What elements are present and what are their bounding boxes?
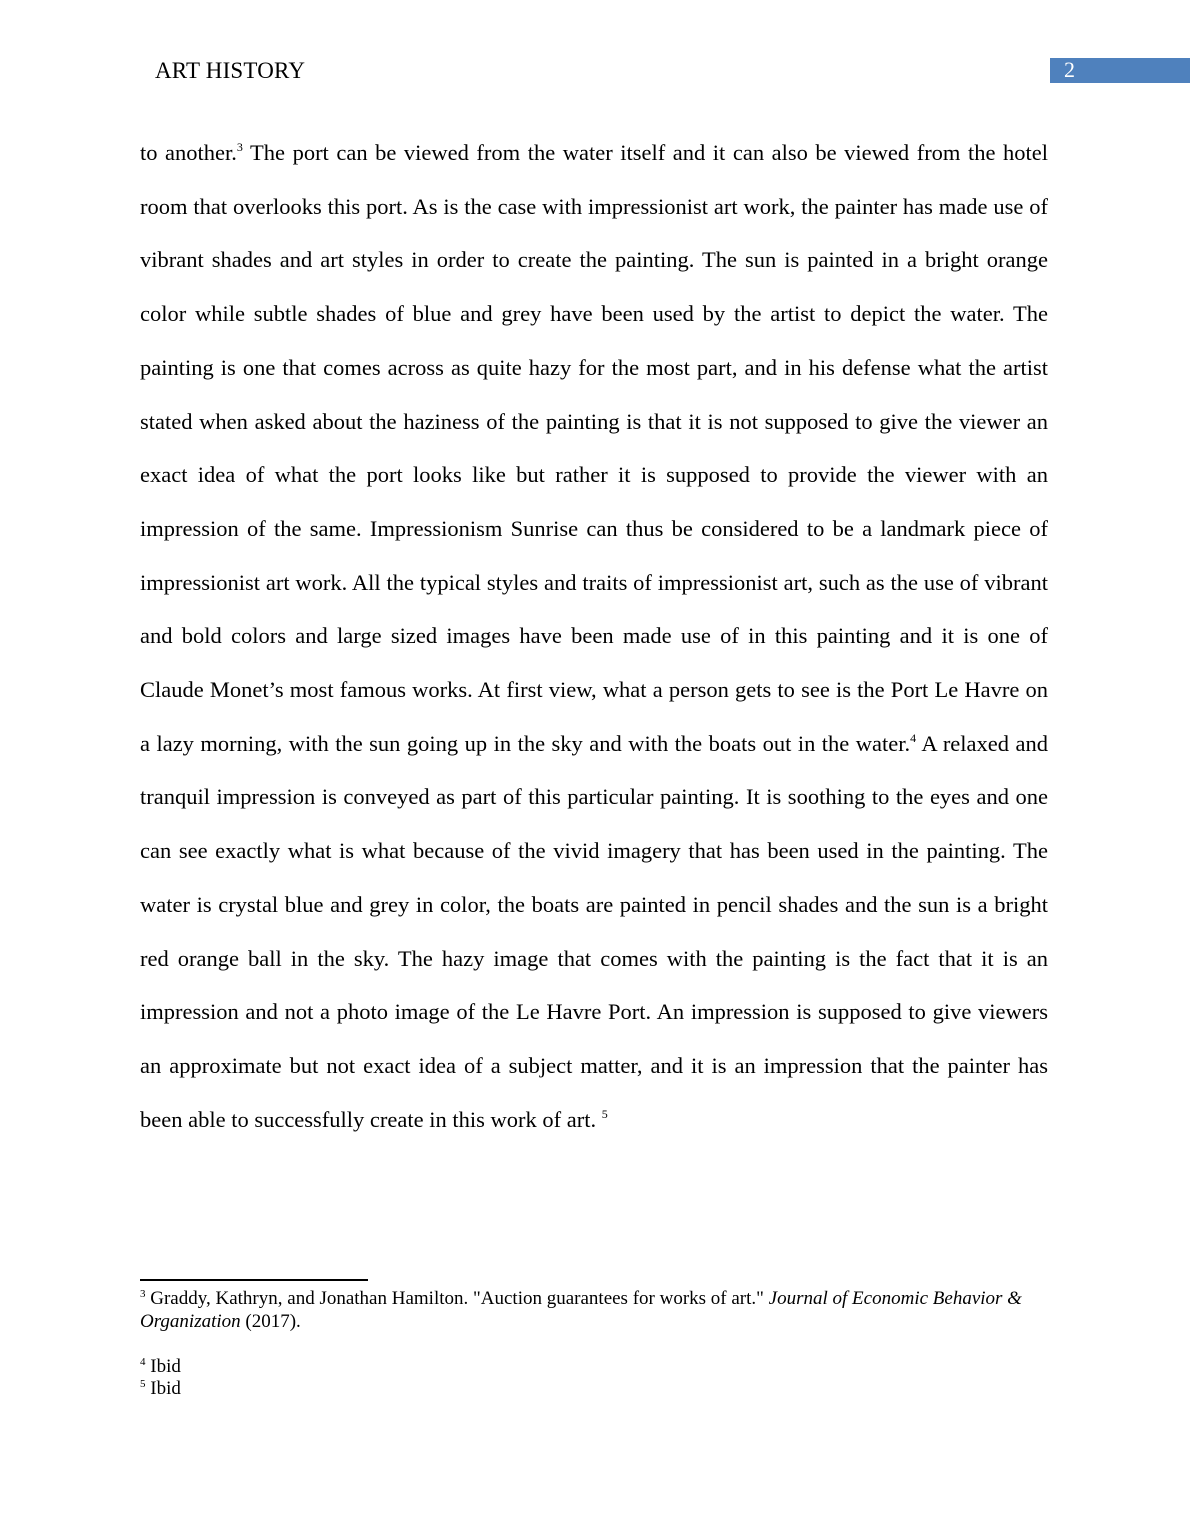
footnote-reference[interactable]: 4 — [910, 730, 917, 745]
footnote — [140, 1377, 1052, 1400]
footnote-reference[interactable]: 3 — [236, 140, 243, 154]
footnote-text: Graddy, Kathryn, and Jonathan Hamilton. "Auction guarantees for works of art." — [145, 1288, 769, 1309]
footnote-text: Ibid — [145, 1378, 181, 1399]
footnote-number: 5 — [140, 1378, 146, 1390]
footnote-separator — [140, 1279, 368, 1281]
footnote — [140, 1287, 1052, 1333]
body-text-segment: to another. — [140, 140, 237, 165]
body-text-segment: The port can be viewed from the water itself and it can also be viewed from the hotel room that overlooks this port. As is the case with impressionist art work, the painter has made use of vibrant shades and art styles in order to create the painting. The sun is painted in a bright orange color while subtle shades of blue and grey have been used by the artist to depict the water. The painting is one that comes across as quite hazy for the most part, and in his defense what the artist stated when asked about the haziness of the painting is that it is not supposed to give the viewer an exact idea of what the port looks like but rather it is supposed to provide the viewer with an impression of the same. Impressionism Sunrise can thus be considered to be a landmark piece of impressionist art work. All the typical styles and traits of impressionist art, such as the use of vibrant and bold colors and large sized images have been made use of in this painting and it is one of Claude Monet’s most famous works. At first view, what a person gets to see is the Port Le Havre on a lazy morning, with the sun going up in the sky and with the boats out in the water. — [140, 140, 1048, 756]
body-paragraph — [140, 126, 1048, 1146]
footnote-year: (2017). — [240, 1311, 301, 1332]
footnote — [140, 1355, 1052, 1378]
footnote-text: Ibid — [145, 1356, 181, 1377]
body-text-segment: A relaxed and tranquil impression is conveyed as part of this particular painting. It is soothing to the eyes and one can see exactly what is what because of the vivid imagery that has been used in the painting. The water is crystal blue and grey in color, the boats are painted in pencil shades and the sun is a bright red orange ball in the sky. The hazy image that comes with the painting is the fact that it is an impression and not a photo image of the Le Havre Port. An impression is supposed to give viewers an approximate but not exact idea of a subject matter, and it is an impression that the painter has been able to successfully create in this work of art. — [140, 730, 1048, 1132]
footnote-number: 4 — [140, 1356, 146, 1368]
running-head: ART HISTORY — [155, 58, 306, 83]
page-number-box — [1050, 58, 1190, 83]
page-number: 2 — [1064, 57, 1075, 82]
footnote-reference[interactable]: 5 — [601, 1106, 608, 1121]
footnote-number: 3 — [140, 1288, 146, 1300]
footnote-journal-title: Journal of Economic Behavior & Organization — [140, 1288, 1022, 1332]
